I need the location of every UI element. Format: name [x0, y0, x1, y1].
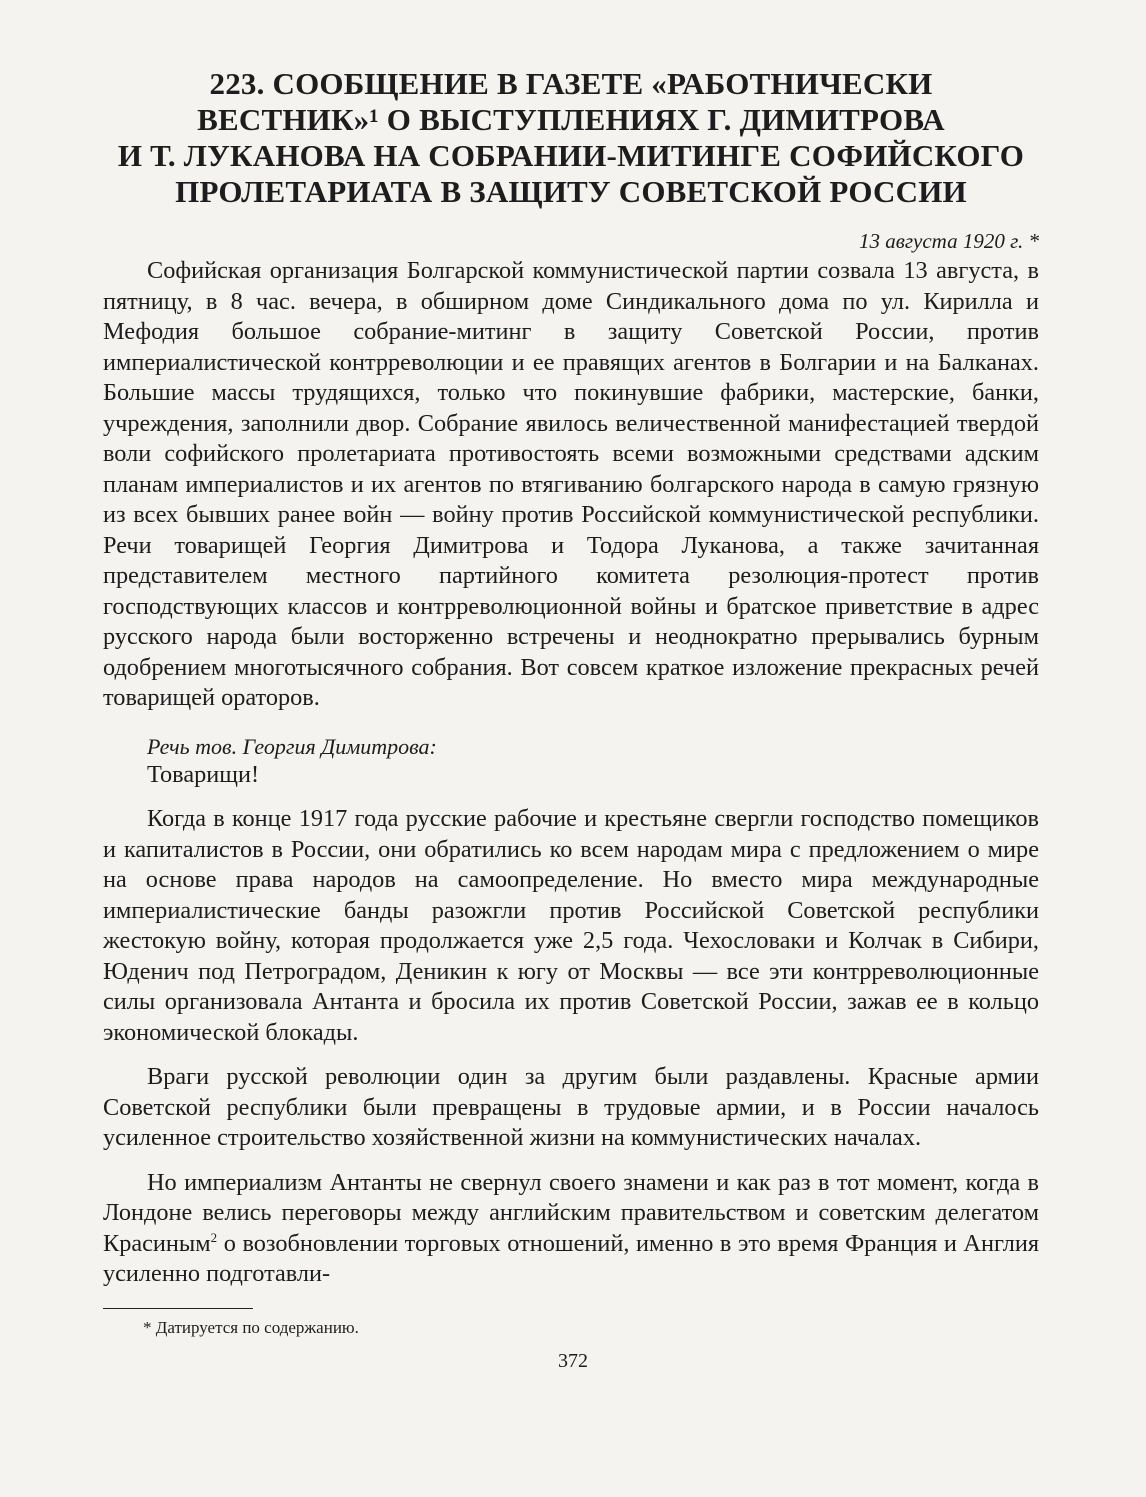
document-page	[103, 66, 1039, 1339]
paragraph-intro: Софийская организация Болгарской коммунистической партии созвала 13 августа, в пятницу, в 8 час. вечера, в обширном доме Синдикального дома по ул. Кирилла и Мефодия большое собрание-митинг в защиту Советской России, против империалистической контрреволюции и ее правящих агентов в Болгарии и на Балканах. Большие массы трудящихся, только что покинувшие фабрики, мастерские, банки, учреждения, заполнили двор. Собрание явилось величественной манифестацией твердой воли софийского пролетариата противостоять всеми возможными средствами адским планам империалистов и их агентов по втягиванию болгарского народа в самую грязную из всех бывших ранее войн — войну против Российской коммунистической республики. Речи товарищей Георгия Димитрова и Тодора Луканова, а также зачитанная представителем местного партийного комитета резолюция-протест против господствующих классов и контрреволюционной войны и братское приветствие в адрес русского народа были восторженно встречены и неоднократно прерывались бурным одобрением многотысячного собрания. Вот совсем краткое изложение прекрасных речей товарищей ораторов.	[103, 257, 1039, 711]
paragraph-speech-3	[103, 1168, 1039, 1290]
document-title	[103, 66, 1039, 210]
paragraph-speech-3-part-1: Но империализм Антанты не свернул своего знамени и как раз в тот момент, когда в Лондоне велись переговоры между английским правительством и советским делегатом Красиным	[103, 1168, 1039, 1257]
speaker-heading: Речь тов. Георгия Димитрова:	[147, 733, 437, 759]
title-line-4: ПРОЛЕТАРИАТА В ЗАЩИТУ СОВЕТСКОЙ РОССИИ	[175, 174, 967, 209]
document-date: 13 августа 1920 г. *	[858, 229, 1039, 253]
footnote: * Датируется по содержанию.	[143, 1317, 359, 1337]
footnote-divider	[103, 1308, 253, 1309]
paragraph-speech-2: Враги русской революции один за другим были раздавлены. Красные армии Советской республики были превращены в трудовые армии, и в России началось усиленное строительство хозяйственной жизни на коммунистических началах.	[103, 1063, 1039, 1151]
body-text	[103, 256, 1039, 1290]
paragraph-speech-1: Когда в конце 1917 года русские рабочие и крестьяне свергли господство помещиков и капиталистов в России, они обратились ко всем народам мира с предложением о мире на основе права народов на самоопределение. Но вместо мира международные империалистические банды разожгли против Российской Советской республики жестокую войну, которая продолжается уже 2,5 года. Чехословаки и Колчак в Сибири, Юденич под Петроградом, Деникин к югу от Москвы — все эти контрреволюционные силы организовала Антанта и бросила их против Советской России, зажав ее в кольцо экономической блокады.	[103, 805, 1039, 1046]
title-line-2: ВЕСТНИК»¹ О ВЫСТУПЛЕНИЯХ Г. ДИМИТРОВА	[197, 102, 945, 137]
title-line-3: И Т. ЛУКАНОВА НА СОБРАНИИ-МИТИНГЕ СОФИЙСКОГО	[117, 138, 1025, 173]
paragraph-speech-3-part-2: о возобновлении торговых отношений, именно в это время Франция и Англия усиленно подготавли-	[103, 1229, 1039, 1287]
page-number: 372	[558, 1350, 588, 1372]
greeting: Товарищи!	[147, 760, 260, 788]
footnote-reference-2: 2	[210, 1229, 218, 1245]
title-line-1: 223. СООБЩЕНИЕ В ГАЗЕТЕ «РАБОТНИЧЕСКИ	[209, 66, 933, 101]
